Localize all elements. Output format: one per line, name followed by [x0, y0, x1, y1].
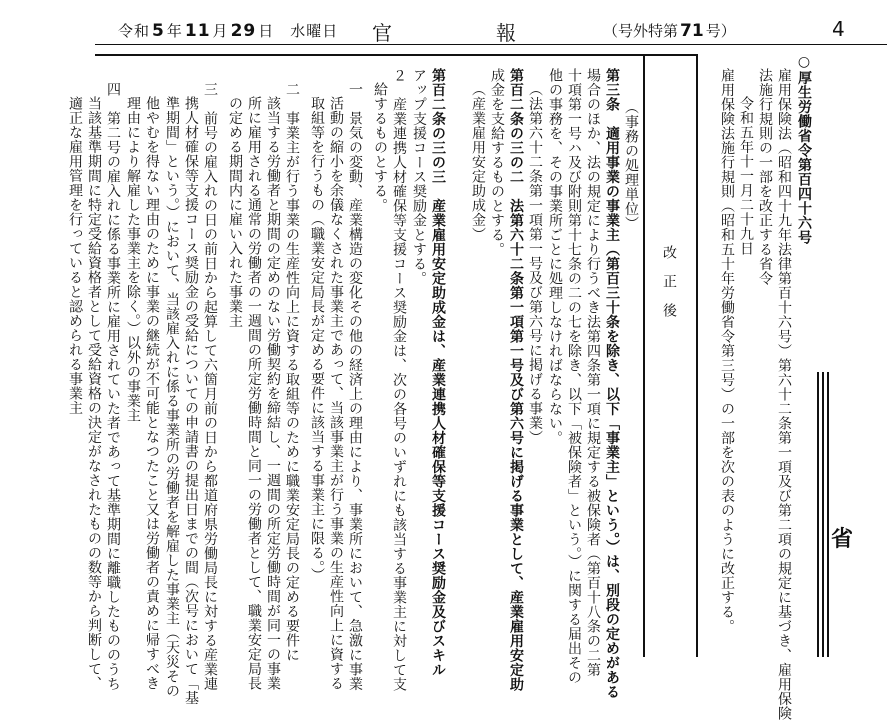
table-line: （事務の処理単位）: [623, 100, 639, 231]
ordinance-date: 令和五年十一月二十九日: [738, 96, 754, 256]
table-line: 携人材確保等支援コース奨励金の受給についての申請書の提出日までの間（次号において「基: [183, 96, 199, 705]
table-line: 他の事務を、その事業所ごとに処理しなければならない。: [547, 68, 563, 445]
section-marker: [817, 372, 877, 657]
table-header-divider: [643, 54, 645, 657]
year-number: 5: [152, 21, 165, 41]
table-line: 第百二条の三の二 法第六十二条第一項第一号及び第六号に掲げる事業として、産業雇用安定助: [508, 68, 524, 692]
table-line: 一 景気の変動、産業構造の変化その他の経済上の理由により、事業所において、急激に事業: [347, 82, 363, 691]
table-top-border: [95, 54, 697, 56]
table-line: 準期間」という。）において、当該雇入れに係る事業所の労働者を解雇した事業主（天災その: [164, 96, 180, 698]
table-line: の定める期間内に雇い入れた事業主: [227, 96, 243, 328]
issue-suffix: 号）: [705, 22, 736, 40]
table-line: 第百二条の三の三 産業雇用安定助成金は、産業連携人材確保等支援コース奨励金及びスキル: [430, 68, 446, 677]
issue-no: 71: [680, 21, 704, 41]
table-line: アップ支援コース奨励金とする。: [411, 68, 427, 286]
issue-date: 令和 5 年 11 月 29 日 水曜日: [118, 21, 339, 41]
table-line: 当該基準期間に特定受給資格者として受給資格の決定がなされたものの数等から判断して、: [86, 96, 102, 691]
gazette-header: [0, 0, 887, 44]
table-line: 十項第一号ハ及び附則第十七条の二の七を除き、以下「被保険者」という。）に関する届出その: [566, 68, 582, 685]
month-number: 11: [184, 21, 211, 41]
section-label: 省: [829, 520, 855, 555]
table-line: （産業雇用安定助成金）: [470, 82, 486, 242]
gazette-title: 官 報: [372, 21, 558, 45]
era-text: 令和: [118, 22, 151, 40]
table-line: 成金を支給するものとする。: [489, 68, 505, 257]
weekday-text: 水曜日: [290, 22, 339, 40]
issue-prefix: （号外特第: [603, 22, 679, 40]
table-line: 三 前号の雇入れの日の前日から起算して六箇月前の日から都道府県労働局長に対する産業連: [202, 82, 218, 691]
table-line: 場合のほか、法の規定により行うべき法第四条第一項に規定する被保険者（第百十八条の二第: [585, 68, 601, 677]
header-rule: [95, 44, 887, 45]
table-line: （法第六十二条第一項第一号及び第六号に掲げる事業）: [527, 82, 543, 445]
table-right-border: [696, 54, 698, 657]
table-line: 第三条 適用事業の事業主（第百三十条を除き、以下「事業主」という。）は、別段の定めがある: [604, 68, 620, 699]
table-line: 取組等を行うもの（職業安定局長が定める要件に該当する事業主に限る。）: [309, 96, 325, 582]
table-line: 給するものとする。: [372, 82, 388, 213]
ordinance-basis-line-1: 雇用保険法（昭和四十九年法律第百十六号）第六十二条第一項及び第二項の規定に基づき、雇用保険: [776, 68, 792, 721]
ordinance-basis-line-2: 法施行規則の一部を改正する省令: [757, 68, 773, 286]
issue-number: [603, 20, 736, 41]
table-line: 所に雇用される通常の労働者の一週間の所定労働時間と同一の労働者として、職業安定局長: [246, 96, 262, 691]
table-line: 四 第二号の雇入れに係る事業所に雇用されていた者であって基準期間に離職したもののうち: [105, 82, 121, 691]
table-line: 適正な雇用管理を行っていると認められる事業主: [67, 96, 83, 415]
table-header-label: 改 正 後: [661, 245, 677, 318]
table-line: 二 事業主が行う事業の生産性向上に資する取組等のために職業安定局長の定める要件に: [284, 82, 300, 662]
table-line: 活動の縮小を余儀なくされた事業主であって、当該事業主が行う事業の生産性向上に資する: [328, 96, 344, 691]
day-number: 29: [230, 21, 257, 41]
ordinance-title: ○厚生労働省令第百四十六号: [796, 54, 812, 245]
table-line: 他やむを得ない理由のために事業の継続が不可能となつたこと又は労働者の責めに帰すべき: [144, 96, 160, 691]
page-number: 4: [832, 17, 845, 41]
table-line: 該当する労働者と期間の定めのない労働契約を締結し、一週間の所定労働時間が同一の事業: [265, 96, 281, 691]
table-line: 理由により解雇した事業主を除く。）以外の事業主: [125, 96, 141, 423]
ordinance-amend-intro: 雇用保険法施行規則（昭和五十年労働省令第三号）の一部を次の表のように改正する。: [719, 68, 735, 634]
table-line: ２ 産業連携人材確保等支援コース奨励金は、次の各号のいずれにも該当する事業主に対して支: [391, 68, 407, 692]
